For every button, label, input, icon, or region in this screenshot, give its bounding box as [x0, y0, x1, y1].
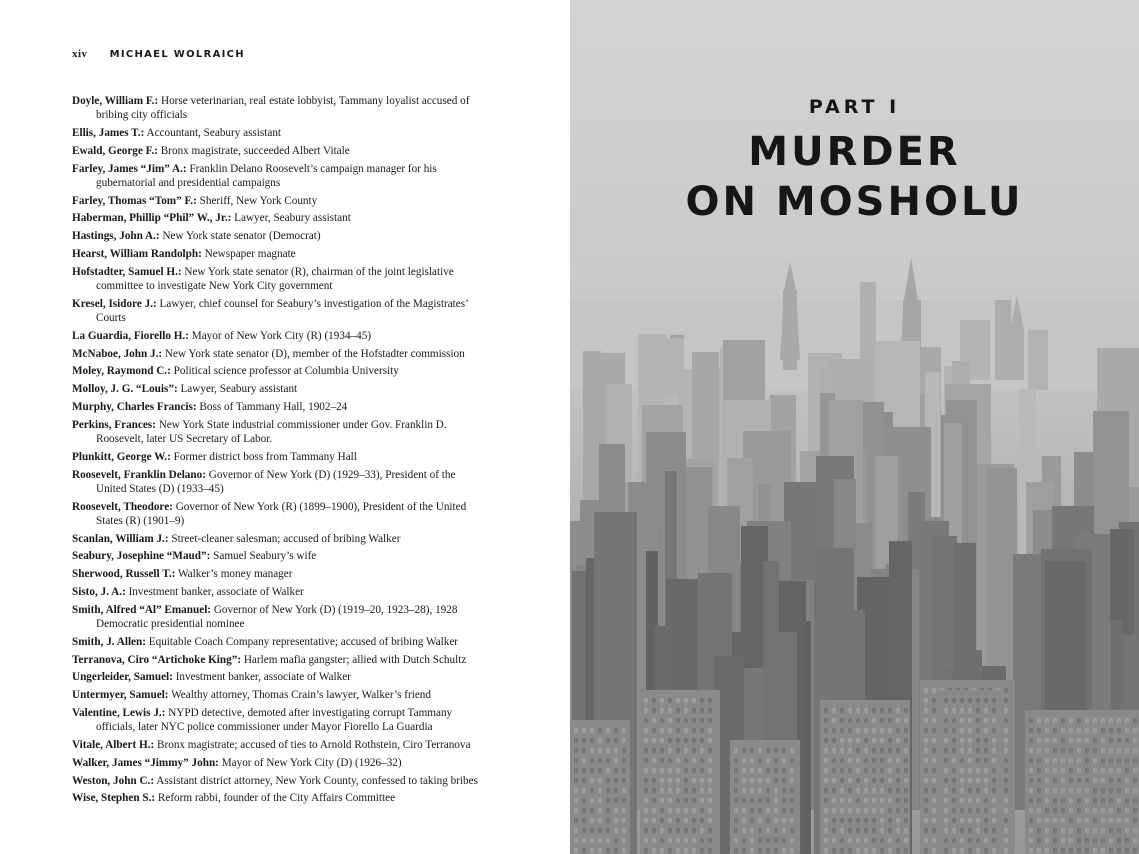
character-name: Ewald, George F.: — [72, 144, 158, 157]
character-name: Ungerleider, Samuel: — [72, 671, 173, 684]
character-entry — [72, 688, 482, 702]
character-description: Walker’s money manager — [178, 568, 293, 581]
character-description: Harlem mafia gangster; allied with Dutch Schultz — [243, 653, 467, 666]
character-name: La Guardia, Fiorello H.: — [72, 329, 189, 342]
character-description: Mayor of New York City (D) (1926–32) — [221, 756, 402, 769]
character-name: Seabury, Josephine “Maud”: — [72, 550, 211, 563]
character-description: New York state senator (D), member of the Hofstadter commission — [164, 347, 465, 360]
character-description: New York state senator (R), chairman of the joint legislative committee to investigate New York City government — [96, 265, 454, 292]
character-description: Lawyer, chief counsel for Seabury’s investigation of the Magistrates’ Courts — [96, 297, 468, 324]
character-entry — [72, 418, 482, 446]
character-entry — [72, 265, 482, 293]
part-opener-page — [570, 0, 1139, 854]
character-name: Roosevelt, Theodore: — [72, 500, 173, 513]
character-name: Scanlan, William J.: — [72, 532, 169, 545]
character-name: Ellis, James T.: — [72, 127, 145, 139]
character-entry — [72, 329, 482, 343]
character-description: Wealthy attorney, Thomas Crain’s lawyer, Walker’s friend — [171, 689, 431, 702]
character-name: Moley, Raymond C.: — [72, 365, 171, 378]
character-name: Hastings, John A.: — [72, 230, 160, 243]
character-description: Reform rabbi, founder of the City Affairs Committee — [157, 792, 396, 805]
character-entry — [72, 94, 482, 122]
character-entry — [72, 653, 482, 667]
character-description: Mayor of New York City (R) (1934–45) — [191, 329, 372, 342]
character-name: Kresel, Isidore J.: — [72, 297, 157, 310]
character-name: Farley, Thomas “Tom” F.: — [72, 194, 197, 207]
character-description: Governor of New York (D) (1929–33), President of the United States (D) (1933–45) — [96, 468, 456, 495]
character-entry — [72, 635, 482, 649]
character-description: Lawyer, Seabury assistant — [234, 212, 351, 225]
character-entry — [72, 247, 482, 261]
character-description: Governor of New York (D) (1919–20, 1923–28), 1928 Democratic presidential nominee — [96, 603, 458, 630]
character-entry — [72, 791, 482, 805]
character-name: Roosevelt, Franklin Delano: — [72, 468, 206, 481]
part-title-line-1: MURDER — [748, 129, 961, 175]
character-description: Investment banker, associate of Walker — [175, 671, 351, 684]
character-name: Doyle, William F.: — [72, 95, 159, 107]
character-name: McNaboe, John J.: — [72, 347, 163, 360]
character-entry — [72, 567, 482, 581]
character-name: Vitale, Albert H.: — [72, 738, 155, 751]
character-description: Bronx magistrate, succeeded Albert Vitale — [160, 144, 350, 157]
character-description: New York state senator (Democrat) — [162, 230, 321, 243]
character-description: Boss of Tammany Hall, 1902–24 — [199, 400, 348, 413]
character-entry — [72, 774, 482, 788]
character-description: NYPD detective, demoted after investigating corrupt Tammany officials, later NYC police commissioner under Mayor Fiorello La Guardia — [96, 706, 453, 734]
character-entry — [72, 162, 482, 190]
character-name: Perkins, Frances: — [72, 418, 156, 431]
character-entry — [72, 603, 482, 631]
character-entry — [72, 126, 482, 140]
character-name: Valentine, Lewis J.: — [72, 706, 166, 719]
character-entry — [72, 400, 482, 414]
character-description: Sheriff, New York County — [199, 194, 318, 207]
character-name: Sisto, J. A.: — [72, 585, 126, 598]
character-name: Walker, James “Jimmy” John: — [72, 756, 219, 769]
running-head — [72, 48, 245, 60]
character-description: Samuel Seabury’s wife — [213, 550, 317, 563]
character-name: Murphy, Charles Francis: — [72, 400, 197, 413]
character-entry — [72, 194, 482, 208]
character-description: Governor of New York (R) (1899–1900), President of the United States (R) (1901–9) — [96, 500, 467, 527]
character-name: Wise, Stephen S.: — [72, 792, 156, 805]
character-description: Political science professor at Columbia University — [173, 365, 399, 378]
character-description: Newspaper magnate — [204, 247, 296, 260]
character-name: Molloy, J. G. “Louis”: — [72, 383, 178, 396]
part-title-line-2: ON MOSHOLU — [685, 179, 1024, 225]
character-description: Bronx magistrate; accused of ties to Arnold Rothstein, Ciro Terranova — [157, 738, 471, 751]
character-name: Smith, Alfred “Al” Emanuel: — [72, 603, 212, 616]
character-description: Franklin Delano Roosevelt’s campaign manager for his gubernatorial and presidential campaigns — [96, 162, 437, 189]
character-description: New York State industrial commissioner under Gov. Franklin D. Roosevelt, later US Secretary of Labor. — [96, 418, 447, 445]
character-name: Weston, John C.: — [72, 774, 155, 787]
character-entry — [72, 382, 482, 396]
character-entry — [72, 450, 482, 464]
character-entry — [72, 500, 482, 528]
character-name: Haberman, Phillip “Phil” W., Jr.: — [72, 212, 232, 225]
character-entry — [72, 468, 482, 496]
character-entry — [72, 211, 482, 225]
character-entry — [72, 670, 482, 684]
character-name: Hofstadter, Samuel H.: — [72, 265, 182, 278]
character-description: Horse veterinarian, real estate lobbyist, Tammany loyalist accused of bribing city officials — [96, 95, 470, 122]
character-entry — [72, 297, 482, 325]
character-description: Lawyer, Seabury assistant — [180, 383, 298, 396]
character-description: Former district boss from Tammany Hall — [173, 450, 357, 463]
character-entry — [72, 738, 482, 752]
character-name: Smith, J. Allen: — [72, 635, 146, 648]
author-name: MICHAEL WOLRAICH — [109, 49, 245, 60]
character-entry — [72, 549, 482, 563]
character-description: Assistant district attorney, New York County, confessed to taking bribes — [156, 774, 478, 787]
character-entry — [72, 347, 482, 361]
character-description: Street-cleaner salesman; accused of bribing Walker — [171, 532, 401, 545]
character-entry — [72, 706, 482, 734]
character-name: Farley, James “Jim” A.: — [72, 162, 187, 175]
character-entry — [72, 144, 482, 158]
character-name: Hearst, William Randolph: — [72, 247, 202, 260]
character-name: Plunkitt, George W.: — [72, 450, 171, 463]
character-name: Untermyer, Samuel: — [72, 689, 169, 702]
part-label: PART I — [808, 96, 901, 118]
character-entry — [72, 756, 482, 770]
character-entry — [72, 585, 482, 599]
character-description: Accountant, Seabury assistant — [146, 127, 282, 139]
character-entry — [72, 364, 482, 378]
character-list — [72, 94, 482, 809]
character-name: Sherwood, Russell T.: — [72, 568, 176, 581]
page-number: xiv — [72, 48, 88, 60]
character-entry — [72, 532, 482, 546]
character-name: Terranova, Ciro “Artichoke King”: — [72, 653, 242, 666]
character-entry — [72, 229, 482, 243]
character-description: Investment banker, associate of Walker — [128, 585, 304, 598]
character-description: Equitable Coach Company representative; accused of bribing Walker — [148, 635, 459, 648]
